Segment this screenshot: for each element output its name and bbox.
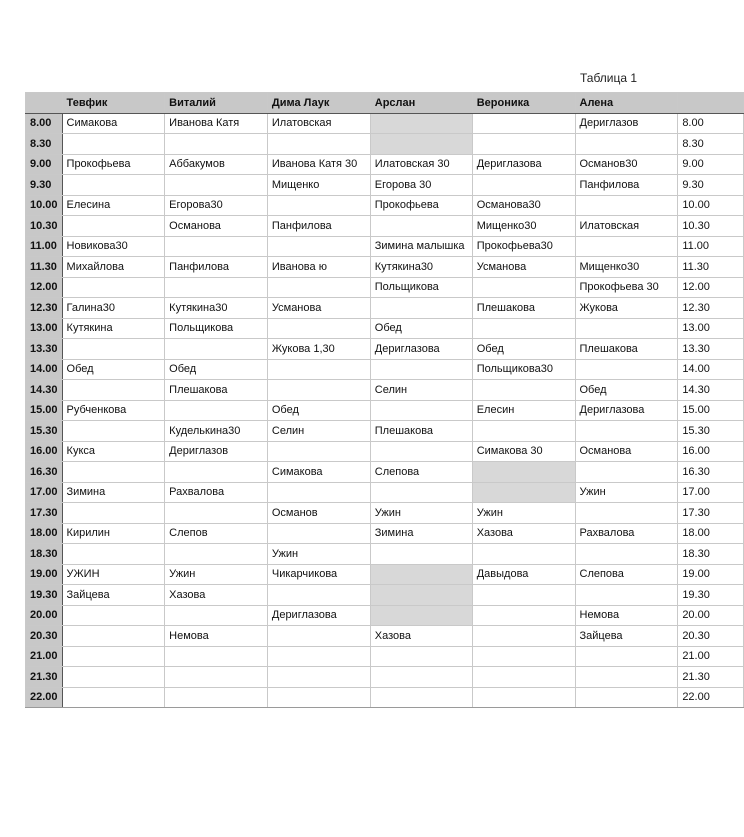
- schedule-cell[interactable]: [472, 626, 575, 647]
- schedule-cell[interactable]: [165, 339, 268, 360]
- schedule-cell[interactable]: Елесин: [472, 400, 575, 421]
- time-cell[interactable]: 14.00: [678, 359, 744, 380]
- row-time-header[interactable]: 18.00: [26, 523, 63, 544]
- schedule-cell[interactable]: Обед: [62, 359, 165, 380]
- time-cell[interactable]: 21.30: [678, 667, 744, 688]
- schedule-cell[interactable]: [370, 687, 472, 708]
- column-header[interactable]: Алена: [575, 93, 678, 114]
- schedule-cell[interactable]: [267, 523, 370, 544]
- column-header[interactable]: Дима Лаук: [267, 93, 370, 114]
- row-time-header[interactable]: 9.00: [26, 154, 63, 175]
- time-cell[interactable]: 21.00: [678, 646, 744, 667]
- schedule-cell[interactable]: [267, 134, 370, 155]
- schedule-cell[interactable]: [267, 195, 370, 216]
- row-time-header[interactable]: 21.30: [26, 667, 63, 688]
- row-time-header[interactable]: 10.30: [26, 216, 63, 237]
- schedule-cell[interactable]: [267, 441, 370, 462]
- schedule-table: [25, 92, 744, 708]
- schedule-cell[interactable]: [165, 462, 268, 483]
- schedule-cell[interactable]: Ужин: [370, 503, 472, 524]
- schedule-cell[interactable]: [165, 544, 268, 565]
- schedule-cell[interactable]: [472, 175, 575, 196]
- schedule-cell[interactable]: [472, 421, 575, 442]
- header-row: [26, 93, 744, 114]
- time-cell[interactable]: 13.00: [678, 318, 744, 339]
- schedule-cell[interactable]: [370, 605, 472, 626]
- schedule-cell[interactable]: [62, 175, 165, 196]
- table-row: [26, 564, 744, 585]
- schedule-cell[interactable]: [267, 626, 370, 647]
- schedule-cell[interactable]: Мищенко30: [575, 257, 678, 278]
- schedule-cell[interactable]: Дериглазов: [575, 113, 678, 134]
- schedule-cell[interactable]: [165, 646, 268, 667]
- column-header[interactable]: Вероника: [472, 93, 575, 114]
- schedule-cell[interactable]: [472, 134, 575, 155]
- schedule-cell[interactable]: [62, 380, 165, 401]
- column-header[interactable]: Арслан: [370, 93, 472, 114]
- schedule-cell[interactable]: УЖИН: [62, 564, 165, 585]
- schedule-cell[interactable]: [165, 605, 268, 626]
- row-time-header[interactable]: 19.30: [26, 585, 63, 606]
- schedule-cell[interactable]: Рахвалова: [165, 482, 268, 503]
- schedule-cell[interactable]: Кутякина: [62, 318, 165, 339]
- schedule-cell[interactable]: [267, 646, 370, 667]
- row-time-header[interactable]: 17.30: [26, 503, 63, 524]
- time-cell[interactable]: 18.30: [678, 544, 744, 565]
- schedule-cell[interactable]: Прокофьева: [370, 195, 472, 216]
- schedule-cell[interactable]: [575, 667, 678, 688]
- time-cell[interactable]: 22.00: [678, 687, 744, 708]
- schedule-cell[interactable]: [370, 482, 472, 503]
- schedule-cell[interactable]: [472, 462, 575, 483]
- row-time-header[interactable]: 10.00: [26, 195, 63, 216]
- schedule-cell[interactable]: Рубченкова: [62, 400, 165, 421]
- schedule-cell[interactable]: Жукова 1,30: [267, 339, 370, 360]
- schedule-cell[interactable]: Плешакова: [472, 298, 575, 319]
- table-body: [26, 113, 744, 708]
- schedule-cell[interactable]: [370, 359, 472, 380]
- schedule-cell[interactable]: [62, 339, 165, 360]
- row-time-header[interactable]: 17.00: [26, 482, 63, 503]
- schedule-cell[interactable]: Хазова: [370, 626, 472, 647]
- schedule-cell[interactable]: [575, 318, 678, 339]
- schedule-cell[interactable]: Дериглазова: [575, 400, 678, 421]
- time-cell[interactable]: 10.00: [678, 195, 744, 216]
- table-row: [26, 175, 744, 196]
- time-cell[interactable]: 17.00: [678, 482, 744, 503]
- row-time-header[interactable]: 9.30: [26, 175, 63, 196]
- schedule-cell[interactable]: [370, 298, 472, 319]
- schedule-cell[interactable]: [62, 626, 165, 647]
- schedule-cell[interactable]: Мищенко30: [472, 216, 575, 237]
- schedule-cell[interactable]: [472, 687, 575, 708]
- schedule-cell[interactable]: [165, 236, 268, 257]
- column-header[interactable]: Тевфик: [62, 93, 165, 114]
- schedule-cell[interactable]: [472, 482, 575, 503]
- schedule-cell[interactable]: Иванова Катя: [165, 113, 268, 134]
- schedule-cell[interactable]: Дериглазова: [370, 339, 472, 360]
- row-time-header[interactable]: 12.30: [26, 298, 63, 319]
- schedule-cell[interactable]: [472, 113, 575, 134]
- schedule-cell[interactable]: [575, 359, 678, 380]
- schedule-cell[interactable]: [267, 687, 370, 708]
- row-time-header[interactable]: 18.30: [26, 544, 63, 565]
- table-row: [26, 441, 744, 462]
- table-row: [26, 298, 744, 319]
- time-cell[interactable]: 11.30: [678, 257, 744, 278]
- schedule-cell[interactable]: Кирилин: [62, 523, 165, 544]
- schedule-cell[interactable]: Новикова30: [62, 236, 165, 257]
- row-time-header[interactable]: 16.30: [26, 462, 63, 483]
- schedule-cell[interactable]: Дериглазова: [472, 154, 575, 175]
- schedule-cell[interactable]: Обед: [267, 400, 370, 421]
- schedule-cell[interactable]: Михайлова: [62, 257, 165, 278]
- schedule-cell[interactable]: [267, 482, 370, 503]
- row-time-header[interactable]: 16.00: [26, 441, 63, 462]
- schedule-cell[interactable]: Мищенко: [267, 175, 370, 196]
- schedule-cell[interactable]: [370, 667, 472, 688]
- schedule-cell[interactable]: Давыдова: [472, 564, 575, 585]
- schedule-cell[interactable]: [62, 667, 165, 688]
- table-row: [26, 482, 744, 503]
- table-row: [26, 216, 744, 237]
- schedule-cell[interactable]: Обед: [472, 339, 575, 360]
- schedule-cell[interactable]: Аббакумов: [165, 154, 268, 175]
- table-row: [26, 585, 744, 606]
- schedule-cell[interactable]: Кутякина30: [370, 257, 472, 278]
- table-row: [26, 400, 744, 421]
- time-cell[interactable]: 9.00: [678, 154, 744, 175]
- schedule-cell[interactable]: Плешакова: [575, 339, 678, 360]
- schedule-cell[interactable]: Дериглазова: [267, 605, 370, 626]
- schedule-cell[interactable]: Чикарчикова: [267, 564, 370, 585]
- schedule-cell[interactable]: [267, 236, 370, 257]
- table-row: [26, 277, 744, 298]
- time-cell[interactable]: 16.00: [678, 441, 744, 462]
- schedule-cell[interactable]: [472, 605, 575, 626]
- schedule-cell[interactable]: [575, 544, 678, 565]
- schedule-cell[interactable]: Слепов: [165, 523, 268, 544]
- time-cell[interactable]: 9.30: [678, 175, 744, 196]
- time-cell[interactable]: 20.30: [678, 626, 744, 647]
- schedule-cell[interactable]: [370, 646, 472, 667]
- table-row: [26, 503, 744, 524]
- schedule-cell[interactable]: [165, 400, 268, 421]
- schedule-cell[interactable]: Османов30: [575, 154, 678, 175]
- schedule-cell[interactable]: Хазова: [165, 585, 268, 606]
- schedule-cell[interactable]: Слепова: [370, 462, 472, 483]
- table-row: [26, 113, 744, 134]
- schedule-cell[interactable]: Зайцева: [575, 626, 678, 647]
- table-row: [26, 154, 744, 175]
- schedule-cell[interactable]: [165, 503, 268, 524]
- table-row: [26, 667, 744, 688]
- table-row: [26, 195, 744, 216]
- row-time-header[interactable]: 15.00: [26, 400, 63, 421]
- schedule-cell[interactable]: [370, 134, 472, 155]
- schedule-cell[interactable]: Османова30: [472, 195, 575, 216]
- row-time-header[interactable]: 8.00: [26, 113, 63, 134]
- schedule-cell[interactable]: Панфилова: [575, 175, 678, 196]
- table-row: [26, 462, 744, 483]
- time-cell[interactable]: 15.30: [678, 421, 744, 442]
- schedule-cell[interactable]: Селин: [267, 421, 370, 442]
- table-row: [26, 626, 744, 647]
- table-row: [26, 544, 744, 565]
- schedule-cell[interactable]: Османова: [165, 216, 268, 237]
- schedule-cell[interactable]: Симакова: [267, 462, 370, 483]
- row-time-header[interactable]: 8.30: [26, 134, 63, 155]
- schedule-cell[interactable]: Панфилова: [165, 257, 268, 278]
- schedule-cell[interactable]: Польщикова: [370, 277, 472, 298]
- time-cell[interactable]: 20.00: [678, 605, 744, 626]
- schedule-cell[interactable]: [472, 380, 575, 401]
- schedule-cell[interactable]: Елесина: [62, 195, 165, 216]
- schedule-cell[interactable]: Егорова30: [165, 195, 268, 216]
- schedule-cell[interactable]: Плешакова: [165, 380, 268, 401]
- schedule-cell[interactable]: [267, 380, 370, 401]
- schedule-cell[interactable]: Ужин: [575, 482, 678, 503]
- schedule-cell[interactable]: Иванова ю: [267, 257, 370, 278]
- schedule-cell[interactable]: Прокофьева: [62, 154, 165, 175]
- row-time-header[interactable]: 13.30: [26, 339, 63, 360]
- table-row: [26, 134, 744, 155]
- time-cell[interactable]: 14.30: [678, 380, 744, 401]
- schedule-cell[interactable]: [575, 134, 678, 155]
- schedule-cell[interactable]: [165, 134, 268, 155]
- schedule-cell[interactable]: [165, 687, 268, 708]
- row-time-header[interactable]: 14.30: [26, 380, 63, 401]
- schedule-cell[interactable]: Илатовская 30: [370, 154, 472, 175]
- schedule-cell[interactable]: [575, 503, 678, 524]
- schedule-cell[interactable]: Зимина малышка: [370, 236, 472, 257]
- schedule-cell[interactable]: [62, 216, 165, 237]
- schedule-cell[interactable]: Ужин: [267, 544, 370, 565]
- time-cell[interactable]: 8.30: [678, 134, 744, 155]
- schedule-cell[interactable]: Жукова: [575, 298, 678, 319]
- time-cell[interactable]: 18.00: [678, 523, 744, 544]
- schedule-cell[interactable]: [472, 585, 575, 606]
- schedule-cell[interactable]: [370, 564, 472, 585]
- schedule-cell[interactable]: [472, 544, 575, 565]
- row-time-header[interactable]: 11.30: [26, 257, 63, 278]
- schedule-cell[interactable]: [62, 503, 165, 524]
- sheet-title: Таблица 1: [580, 71, 638, 85]
- schedule-cell[interactable]: Османов: [267, 503, 370, 524]
- row-time-header[interactable]: 15.30: [26, 421, 63, 442]
- table-row: [26, 318, 744, 339]
- schedule-cell[interactable]: [62, 687, 165, 708]
- schedule-cell[interactable]: [370, 400, 472, 421]
- schedule-cell[interactable]: [472, 277, 575, 298]
- row-time-header[interactable]: 19.00: [26, 564, 63, 585]
- schedule-cell[interactable]: Зимина: [370, 523, 472, 544]
- schedule-cell[interactable]: [165, 667, 268, 688]
- schedule-cell[interactable]: [575, 236, 678, 257]
- schedule-cell[interactable]: Обед: [370, 318, 472, 339]
- schedule-cell[interactable]: Усманова: [267, 298, 370, 319]
- schedule-cell[interactable]: [62, 134, 165, 155]
- row-time-header[interactable]: 12.00: [26, 277, 63, 298]
- table-row: [26, 257, 744, 278]
- schedule-cell[interactable]: Османова: [575, 441, 678, 462]
- row-time-header[interactable]: 20.00: [26, 605, 63, 626]
- table-row: [26, 380, 744, 401]
- schedule-cell[interactable]: [370, 441, 472, 462]
- schedule-cell[interactable]: [370, 544, 472, 565]
- time-cell[interactable]: 8.00: [678, 113, 744, 134]
- schedule-cell[interactable]: Рахвалова: [575, 523, 678, 544]
- schedule-cell[interactable]: [62, 277, 165, 298]
- schedule-cell[interactable]: Илатовская: [575, 216, 678, 237]
- time-cell[interactable]: 19.00: [678, 564, 744, 585]
- schedule-cell[interactable]: Панфилова: [267, 216, 370, 237]
- schedule-cell[interactable]: Обед: [575, 380, 678, 401]
- schedule-cell[interactable]: [370, 113, 472, 134]
- schedule-cell[interactable]: [267, 318, 370, 339]
- schedule-cell[interactable]: Зимина: [62, 482, 165, 503]
- table-row: [26, 359, 744, 380]
- row-time-header[interactable]: 11.00: [26, 236, 63, 257]
- table-row: [26, 339, 744, 360]
- table-row: [26, 646, 744, 667]
- schedule-cell[interactable]: [267, 667, 370, 688]
- table-row: [26, 687, 744, 708]
- schedule-cell[interactable]: Иванова Катя 30: [267, 154, 370, 175]
- schedule-cell[interactable]: Кукса: [62, 441, 165, 462]
- schedule-cell[interactable]: [575, 421, 678, 442]
- schedule-cell[interactable]: [165, 277, 268, 298]
- schedule-cell[interactable]: Симакова 30: [472, 441, 575, 462]
- schedule-cell[interactable]: Егорова 30: [370, 175, 472, 196]
- header-corner: [26, 93, 63, 114]
- row-time-header[interactable]: 21.00: [26, 646, 63, 667]
- schedule-cell[interactable]: [62, 646, 165, 667]
- schedule-cell[interactable]: [575, 585, 678, 606]
- column-header[interactable]: [678, 93, 744, 114]
- row-time-header[interactable]: 14.00: [26, 359, 63, 380]
- schedule-cell[interactable]: [62, 544, 165, 565]
- schedule-cell[interactable]: Селин: [370, 380, 472, 401]
- schedule-cell[interactable]: Плешакова: [370, 421, 472, 442]
- table-row: [26, 605, 744, 626]
- schedule-cell[interactable]: [267, 277, 370, 298]
- schedule-cell[interactable]: [370, 216, 472, 237]
- schedule-cell[interactable]: Симакова: [62, 113, 165, 134]
- schedule-cell[interactable]: [267, 359, 370, 380]
- schedule-cell[interactable]: [472, 318, 575, 339]
- time-cell[interactable]: 13.30: [678, 339, 744, 360]
- schedule-cell[interactable]: [62, 421, 165, 442]
- column-header[interactable]: Виталий: [165, 93, 268, 114]
- schedule-cell[interactable]: [575, 646, 678, 667]
- row-time-header[interactable]: 13.00: [26, 318, 63, 339]
- schedule-cell[interactable]: Дериглазов: [165, 441, 268, 462]
- schedule-cell[interactable]: [62, 462, 165, 483]
- time-cell[interactable]: 19.30: [678, 585, 744, 606]
- schedule-cell[interactable]: Кутякина30: [165, 298, 268, 319]
- schedule-cell[interactable]: [575, 195, 678, 216]
- schedule-cell[interactable]: [575, 462, 678, 483]
- schedule-cell[interactable]: Прокофьева 30: [575, 277, 678, 298]
- time-cell[interactable]: 16.30: [678, 462, 744, 483]
- time-cell[interactable]: 15.00: [678, 400, 744, 421]
- time-cell[interactable]: 10.30: [678, 216, 744, 237]
- schedule-cell[interactable]: [165, 175, 268, 196]
- time-cell[interactable]: 12.00: [678, 277, 744, 298]
- schedule-cell[interactable]: Слепова: [575, 564, 678, 585]
- schedule-cell[interactable]: [472, 667, 575, 688]
- time-cell[interactable]: 11.00: [678, 236, 744, 257]
- table-row: [26, 421, 744, 442]
- schedule-cell[interactable]: Ужин: [165, 564, 268, 585]
- schedule-cell[interactable]: Зайцева: [62, 585, 165, 606]
- row-time-header[interactable]: 22.00: [26, 687, 63, 708]
- schedule-cell[interactable]: Прокофьева30: [472, 236, 575, 257]
- schedule-cell[interactable]: Немова: [575, 605, 678, 626]
- schedule-cell[interactable]: Илатовская: [267, 113, 370, 134]
- time-cell[interactable]: 17.30: [678, 503, 744, 524]
- schedule-cell[interactable]: Польщикова30: [472, 359, 575, 380]
- schedule-cell[interactable]: Галина30: [62, 298, 165, 319]
- schedule-cell[interactable]: Ужин: [472, 503, 575, 524]
- schedule-cell[interactable]: Усманова: [472, 257, 575, 278]
- schedule-cell[interactable]: [370, 585, 472, 606]
- schedule-cell[interactable]: [62, 605, 165, 626]
- row-time-header[interactable]: 20.30: [26, 626, 63, 647]
- schedule-cell[interactable]: Хазова: [472, 523, 575, 544]
- schedule-cell[interactable]: [472, 646, 575, 667]
- schedule-cell[interactable]: Немова: [165, 626, 268, 647]
- schedule-cell[interactable]: [575, 687, 678, 708]
- table-row: [26, 236, 744, 257]
- table-row: [26, 523, 744, 544]
- schedule-cell[interactable]: Куделькина30: [165, 421, 268, 442]
- schedule-cell[interactable]: Обед: [165, 359, 268, 380]
- time-cell[interactable]: 12.30: [678, 298, 744, 319]
- schedule-cell[interactable]: [267, 585, 370, 606]
- schedule-cell[interactable]: Польщикова: [165, 318, 268, 339]
